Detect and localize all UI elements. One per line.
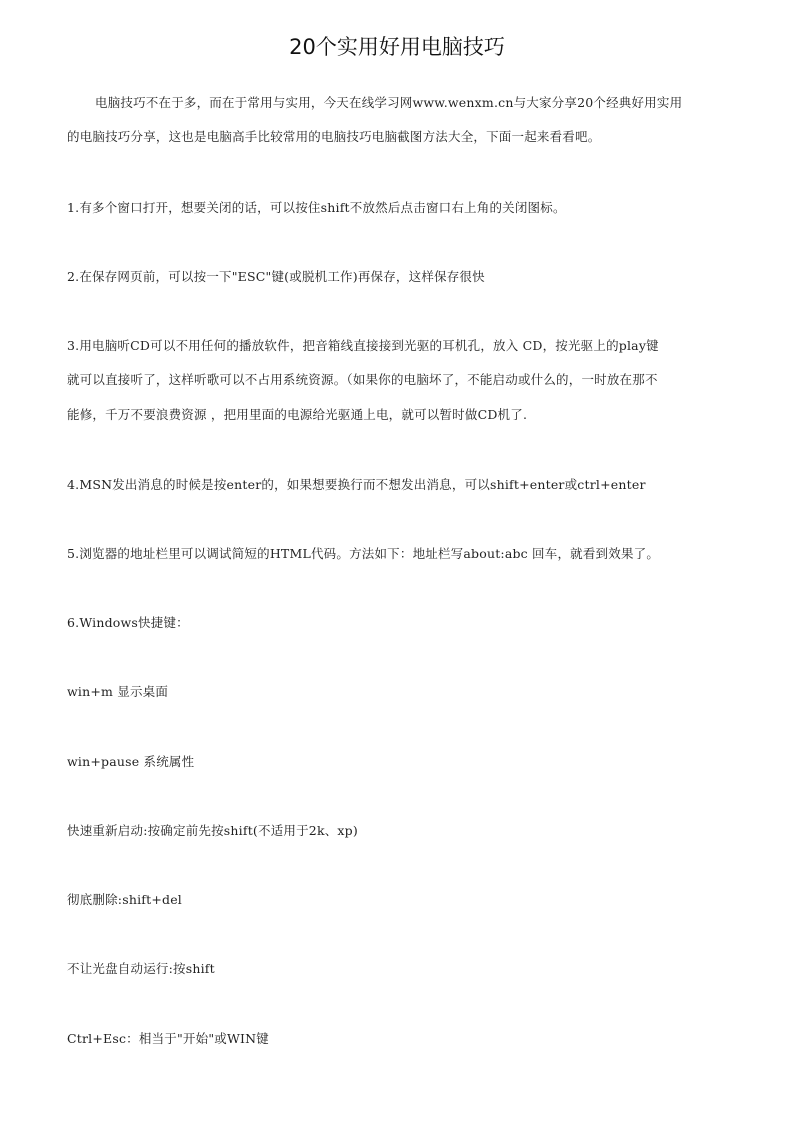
shortcut-permanent-delete: 彻底删除:shift+del: [67, 892, 182, 907]
shortcut-quick-restart: 快速重新启动:按确定前先按shift(不适用于2k、xp): [67, 823, 358, 838]
tip-6-heading: 6.Windows快捷键：: [67, 615, 189, 630]
shortcut-win-m: win+m 显示桌面: [67, 684, 169, 699]
shortcut-no-autorun: 不让光盘自动运行:按shift: [67, 961, 215, 976]
tip-4: 4.MSN发出消息的时候是按enter的，如果想要换行而不想发出消息，可以shift+enter或ctrl+enter: [67, 477, 646, 492]
intro-line-1: 电脑技巧不在于多，而在于常用与实用，今天在线学习网www.wenxm.cn与大家分享20个经典好用实用: [95, 95, 683, 110]
intro-line-2: 的电脑技巧分享，这也是电脑高手比较常用的电脑技巧电脑截图方法大全，下面一起来看看吧。: [67, 129, 601, 144]
document-title: 20个实用好用电脑技巧: [289, 35, 505, 59]
tip-3-line-2: 就可以直接听了，这样听歌可以不占用系统资源。（如果你的电脑坏了，不能启动或什么的，一时放在那不: [67, 372, 658, 387]
shortcut-win-pause: win+pause 系统属性: [67, 754, 195, 769]
tip-5: 5.浏览器的地址栏里可以调试简短的HTML代码。方法如下：地址栏写about:abc 回车，就看到效果了。: [67, 546, 660, 561]
tip-2: 2.在保存网页前，可以按一下"ESC"键(或脱机工作)再保存，这样保存很快: [67, 269, 485, 284]
tip-1: 1.有多个窗口打开，想要关闭的话，可以按住shift不放然后点击窗口右上角的关闭图标。: [67, 200, 566, 215]
tip-3-line-1: 3.用电脑听CD可以不用任何的播放软件，把音箱线直接接到光驱的耳机孔，放入 CD，按光驱上的play键: [67, 338, 659, 353]
tip-3-line-3: 能修，千万不要浪费资源 ，把用里面的电源给光驱通上电，就可以暂时做CD机了.: [67, 407, 528, 422]
shortcut-ctrl-esc: Ctrl+Esc：相当于"开始"或WIN键: [67, 1031, 269, 1046]
